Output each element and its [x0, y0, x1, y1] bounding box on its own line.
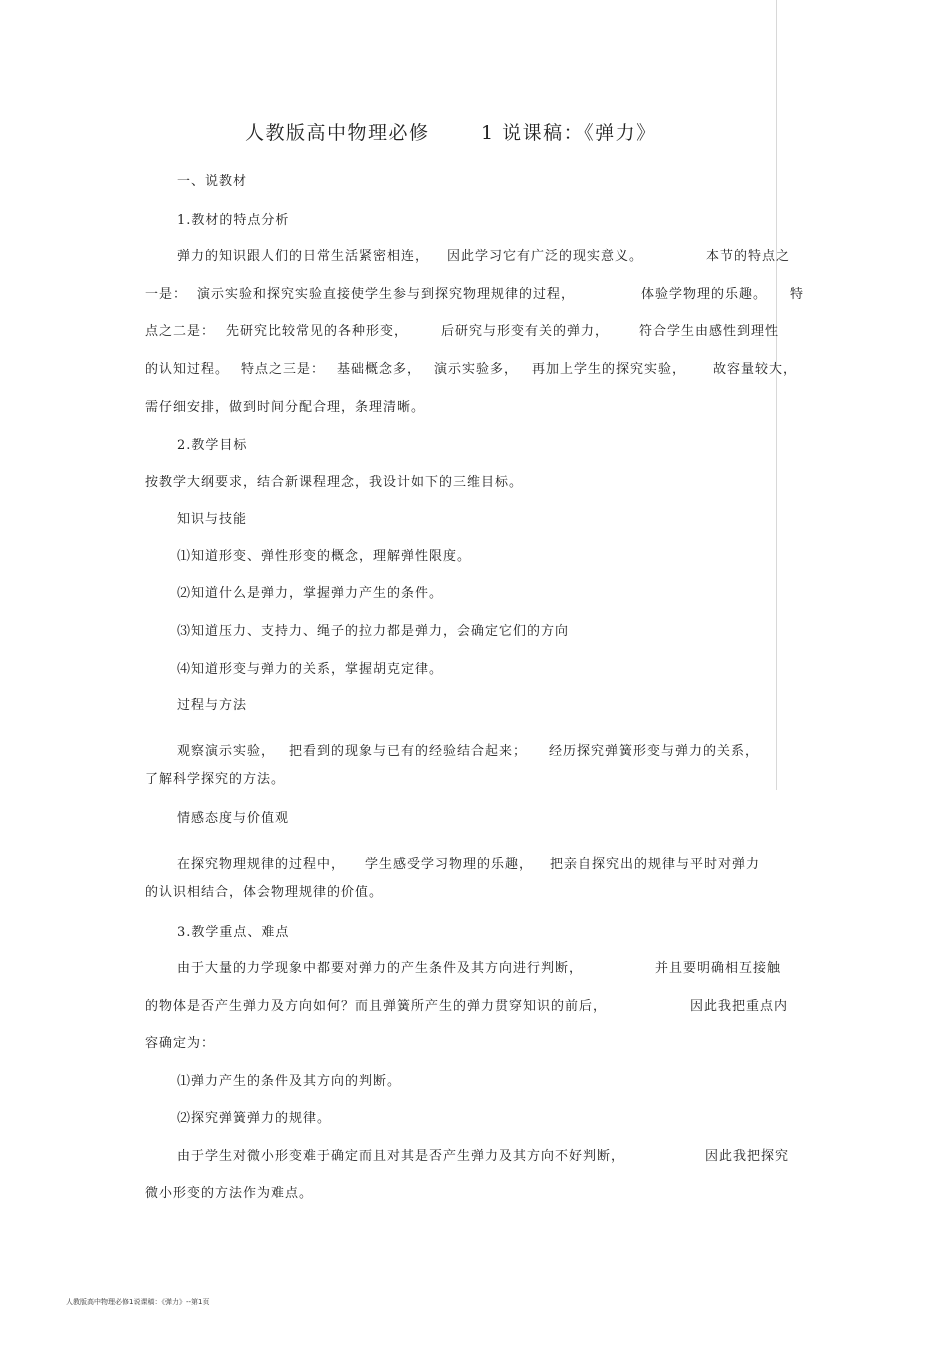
paragraph-text: 观察演示实验，: [177, 744, 276, 759]
document-title-part2: 1 说课稿：《弹力》: [481, 122, 657, 144]
paragraph-text: 把看到的现象与已有的经验结合起来；: [289, 744, 528, 759]
paragraph-text: 的认知过程。: [145, 362, 230, 377]
paragraph-text: 再加上学生的探究实验，: [532, 362, 687, 377]
paragraph-text: 点之二是：: [145, 324, 216, 339]
paragraph-text: 因此我把探究: [705, 1149, 790, 1164]
subsection-heading: 2.教学目标: [177, 438, 248, 453]
paragraph-text: 由于学生对微小形变难于确定而且对其是否产生弹力及其方向不好判断，: [177, 1149, 626, 1164]
list-item: ⑵探究弹簧弹力的规律。: [177, 1111, 332, 1126]
paragraph-text: 本节的特点之: [706, 249, 791, 264]
paragraph-text: 先研究比较常见的各种形变，: [226, 324, 409, 339]
subsection-heading: 1.教材的特点分析: [177, 213, 290, 228]
paragraph-text: 按教学大纲要求，结合新课程理念，我设计如下的三维目标。: [145, 475, 524, 490]
paragraph-text: 一是：: [145, 287, 188, 302]
list-item: ⑴知道形变、弹性形变的概念，理解弹性限度。: [177, 549, 472, 564]
paragraph-text: 演示实验多，: [434, 362, 519, 377]
page-footer: 人教版高中物理必修1说课稿：《弹力》--第1页: [66, 1298, 210, 1306]
paragraph-text: 把亲自探究出的规律与平时对弹力: [550, 857, 761, 872]
paragraph-text: 微小形变的方法作为难点。: [145, 1186, 314, 1201]
paragraph-text: 由于大量的力学现象中都要对弹力的产生条件及其方向进行判断，: [177, 961, 584, 976]
document-title-part1: 人教版高中物理必修: [245, 122, 430, 144]
paragraph-text: 演示实验和探究实验直接使学生参与到探究物理规律的过程，: [197, 287, 576, 302]
paragraph-text: 需仔细安排，做到时间分配合理，条理清晰。: [145, 400, 426, 415]
paragraph-text: 经历探究弹簧形变与弹力的关系，: [549, 744, 760, 759]
list-item: ⑶知道压力、支持力、绳子的拉力都是弹力，会确定它们的方向: [177, 624, 570, 639]
paragraph-text: 后研究与形变有关的弹力，: [441, 324, 610, 339]
paragraph-text: 学生感受学习物理的乐趣，: [365, 857, 534, 872]
subsection-heading: 3.教学重点、难点: [177, 925, 290, 940]
page-margin-line: [776, 0, 777, 790]
paragraph-text: 的认识相结合，体会物理规律的价值。: [145, 885, 384, 900]
paragraph-text: 并且要明确相互接触: [655, 961, 782, 976]
objective-heading: 情感态度与价值观: [177, 811, 290, 826]
paragraph-text: 特点之三是：: [241, 362, 326, 377]
paragraph-text: 弹力的知识跟人们的日常生活紧密相连，: [177, 249, 430, 264]
list-item: ⑷知道形变与弹力的关系，掌握胡克定律。: [177, 662, 444, 677]
paragraph-text: 的物体是否产生弹力及方向如何？而且弹簧所产生的弹力贯穿知识的前后，: [145, 999, 608, 1014]
objective-heading: 过程与方法: [177, 698, 248, 713]
list-item: ⑵知道什么是弹力，掌握弹力产生的条件。: [177, 586, 444, 601]
section-heading: 一、说教材: [177, 174, 248, 189]
paragraph-text: 因此我把重点内: [690, 999, 789, 1014]
objective-heading: 知识与技能: [177, 512, 248, 527]
paragraph-text: 体验学物理的乐趣。: [641, 287, 768, 302]
paragraph-text: 容确定为：: [145, 1036, 216, 1051]
paragraph-text: 故容量较大，: [713, 362, 798, 377]
paragraph-text: 特: [790, 287, 805, 302]
paragraph-text: 符合学生由感性到理性: [639, 324, 780, 339]
paragraph-text: 了解科学探究的方法。: [145, 772, 286, 787]
paragraph-text: 基础概念多，: [337, 362, 422, 377]
paragraph-text: 因此学习它有广泛的现实意义。: [447, 249, 644, 264]
list-item: ⑴弹力产生的条件及其方向的判断。: [177, 1074, 402, 1089]
paragraph-text: 在探究物理规律的过程中，: [177, 857, 346, 872]
